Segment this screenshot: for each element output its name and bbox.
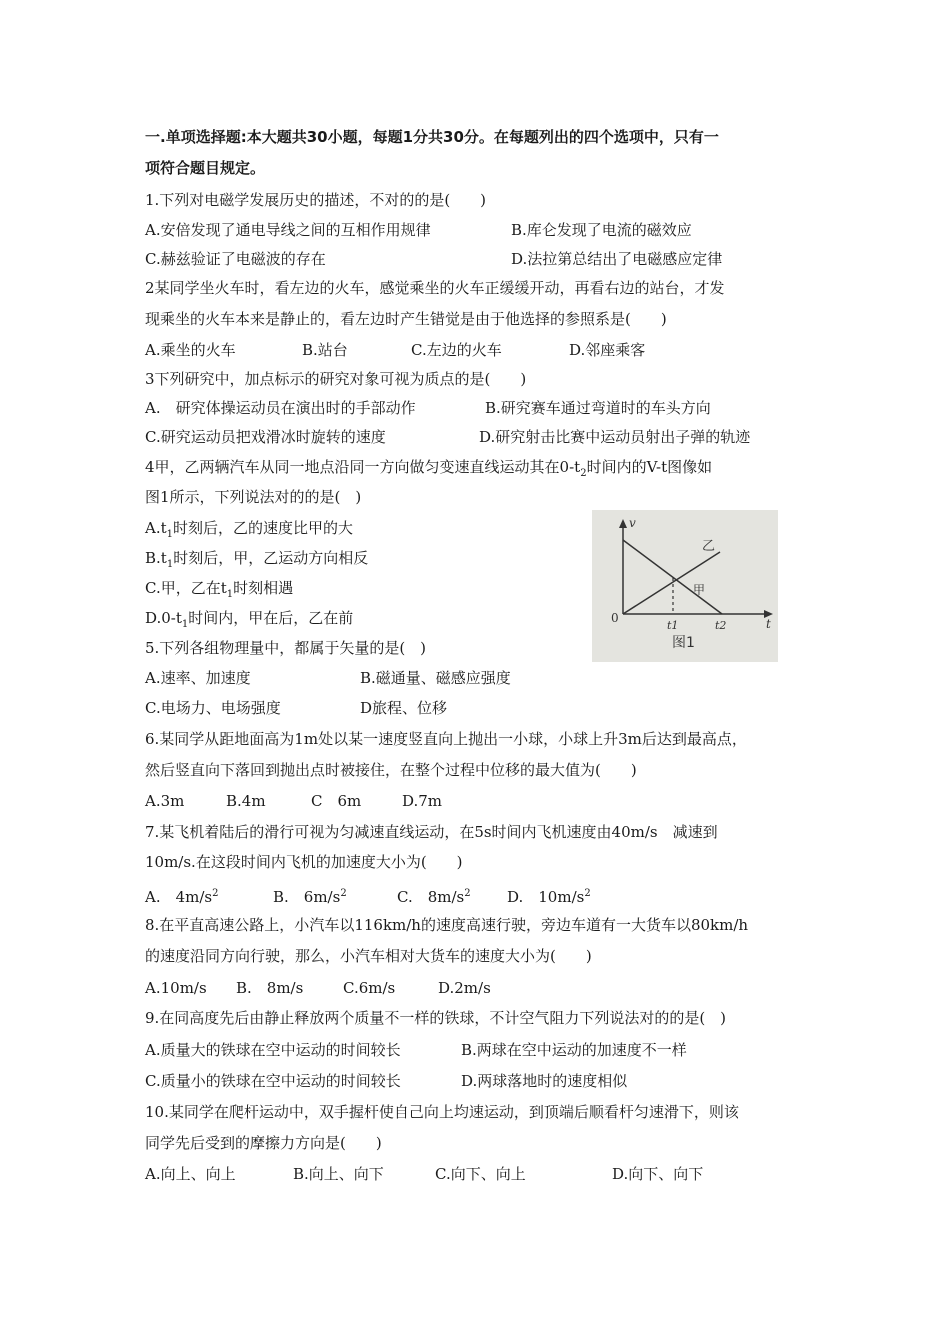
q1-option-a: A.安倍发现了通电导线之间的互相作用规律 [145, 221, 431, 239]
yi-label: 乙 [702, 539, 716, 554]
question-6-stem-line1: 6.某同学从距地面高为1m处以某一速度竖直向上抛出一小球，小球上升3m后达到最高点， [145, 730, 747, 748]
q9-option-d: D.两球落地时的速度相似 [461, 1072, 628, 1090]
question-4-stem-line2: 图1所示，下列说法对的的是( ) [145, 488, 362, 506]
q3-option-c: C.研究运动员把戏滑冰时旋转的速度 [145, 428, 386, 446]
question-10-stem-line1: 10.某同学在爬杆运动中，双手握杆使自己向上均速运动，到顶端后顺看杆匀速滑下，则该 [145, 1103, 739, 1121]
q10-option-b: B.向上、向下 [293, 1165, 384, 1183]
q6-option-b: B.4m [226, 792, 266, 810]
section-heading-line1: 一.单项选择题:本大题共30小题，每题1分共30分。在每题列出的四个选项中，只有一 [145, 128, 719, 146]
q4-option-b: $B.t_1$时刻后，甲，乙运动方向相反 [145, 549, 369, 570]
question-9-stem: 9.在同高度先后由静止释放两个质量不一样的铁球，不计空气阻力下列说法对的的是( ) [145, 1009, 727, 1027]
question-5-stem: 5.下列各组物理量中，都属于矢量的是( ) [145, 639, 427, 657]
v-axis-label: v [629, 516, 636, 530]
question-3-stem: 3下列研究中，加点标示的研究对象可视为质点的是( ) [145, 370, 527, 388]
q1-option-d: D.法拉第总结出了电磁感应定律 [511, 250, 723, 268]
q7-option-a: A. $4m/s^2$ [145, 888, 219, 906]
q8-option-d: D.2m/s [438, 979, 491, 997]
q6-option-a: A.3m [145, 792, 185, 810]
q10-option-a: A.向上、向上 [145, 1165, 236, 1183]
q1-option-b: B.库仑发现了电流的磁效应 [511, 221, 692, 239]
q5-option-b: B.磁通量、磁感应强度 [360, 669, 511, 687]
q10-option-c: C.向下、向上 [435, 1165, 526, 1183]
q9-option-b: B.两球在空中运动的加速度不一样 [461, 1041, 687, 1059]
question-1-stem: 1.下列对电磁学发展历史的描述，不对的的是( ) [145, 191, 487, 209]
q8-option-c: C.6m/s [343, 979, 396, 997]
q7-option-c: C. $8m/s^2$ [397, 888, 471, 906]
figure-caption: 图1 [672, 635, 695, 651]
question-6-stem-line2: 然后竖直向下落回到抛出点时被接住，在整个过程中位移的最大值为( ) [145, 761, 637, 779]
q5-option-c: C.电场力、电场强度 [145, 699, 281, 717]
q3-option-d: D.研究射击比赛中运动员射出子弹的轨迹 [479, 428, 751, 446]
q4-option-c: C.甲，乙在$t_1$时刻相遇 [145, 579, 294, 600]
t1-label: t1 [667, 619, 679, 632]
q8-option-b: B. 8m/s [236, 979, 304, 997]
q6-option-d: D.7m [402, 792, 443, 810]
question-10-stem-line2: 同学先后受到的摩擦力方向是( ) [145, 1134, 382, 1152]
v-axis-arrow [619, 519, 627, 528]
line-yi [623, 552, 720, 614]
t-axis-label: t [766, 617, 771, 631]
question-8-stem-line1: 8.在平直高速公路上，小汽车以116km/h的速度高速行驶，旁边车道有一大货车以80km/h [145, 916, 749, 934]
question-2-stem-line2: 现乘坐的火车本来是静止的，看左边时产生错觉是由于他选择的参照系是( ) [145, 310, 667, 328]
figure-1-vt-graph [592, 510, 778, 662]
question-2-stem-line1: 2某同学坐火车时，看左边的火车，感觉乘坐的火车正缓缓开动，再看右边的站台，才发 [145, 279, 725, 297]
t2-label: t2 [715, 619, 727, 632]
q5-option-d: D旅程、位移 [360, 699, 448, 717]
q7-option-b: B. $6m/s^2$ [273, 888, 347, 906]
q4-option-d: $D.0-t_1$时间内，甲在后，乙在前 [145, 609, 354, 630]
q7-option-d: D. $10m/s^2$ [507, 888, 591, 906]
q2-option-d: D.邻座乘客 [569, 341, 646, 359]
q9-option-a: A.质量大的铁球在空中运动的时间较长 [145, 1041, 401, 1059]
q1-option-c: C.赫兹验证了电磁波的存在 [145, 250, 326, 268]
q3-option-b: B.研究赛车通过弯道时的车头方向 [485, 399, 711, 417]
question-8-stem-line2: 的速度沿同方向行驶，那么，小汽车相对大货车的速度大小为( ) [145, 947, 592, 965]
q2-option-a: A.乘坐的火车 [145, 341, 236, 359]
q2-option-c: C.左边的火车 [411, 341, 502, 359]
q10-option-d: D.向下、向下 [612, 1165, 704, 1183]
section-heading-line2: 项符合题目规定。 [145, 159, 266, 177]
q8-option-a: A.10m/s [145, 979, 207, 997]
question-7-stem-line1: 7.某飞机着陆后的滑行可视为匀减速直线运动，在5s时间内飞机速度由40m/s 减速到 [145, 823, 718, 841]
q3-option-a: A. 研究体操运动员在演出时的手部动作 [145, 399, 416, 417]
jia-label: 甲 [693, 583, 706, 597]
q4-option-a: $A.t_1$时刻后，乙的速度比甲的大 [145, 519, 354, 540]
q5-option-a: A.速率、加速度 [145, 669, 251, 687]
q9-option-c: C.质量小的铁球在空中运动的时间较长 [145, 1072, 401, 1090]
q6-option-c: C 6m [311, 792, 362, 810]
question-4-stem-line1: 4甲，乙两辆汽车从同一地点沿同一方向做匀变速直线运动其在$0-t_2$时间内的V-t图像如 [145, 458, 713, 479]
question-7-stem-line2: 10m/s.在这段时间内飞机的加速度大小为( ) [145, 853, 463, 871]
q2-option-b: B.站台 [302, 341, 348, 359]
origin-label: 0 [611, 611, 619, 625]
